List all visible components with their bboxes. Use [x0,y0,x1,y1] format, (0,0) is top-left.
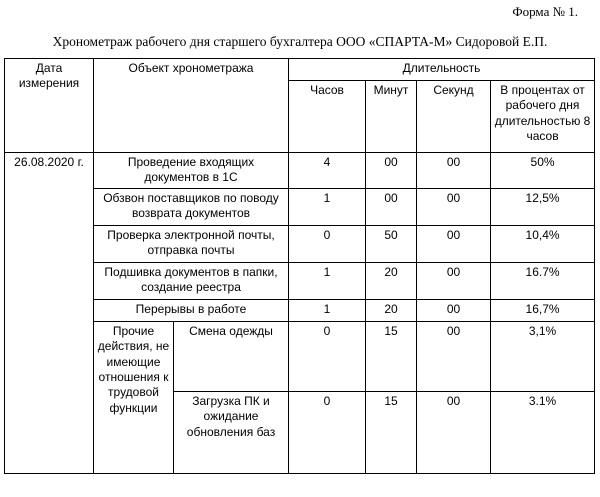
row-percent: 50% [491,153,595,189]
row-object: Перерывы в работе [94,300,289,322]
row-seconds: 00 [417,153,491,189]
row-seconds: 00 [417,226,491,263]
row-object: Подшивка документов в папки, создание реестра [94,263,289,300]
row-hours: 4 [289,153,366,189]
row-hours: 1 [289,300,366,322]
row-object: Проверка электронной почты, отправка почты [94,226,289,263]
table-row [5,189,595,226]
row-object: Загрузка ПК и ожидание обновления баз [174,392,289,474]
row-seconds: 00 [417,263,491,300]
document-title: Хронометраж рабочего дня старшего бухгалтера ООО «СПАРТА-М» Сидоровой Е.П. [52,34,548,49]
row-minutes: 15 [366,322,417,392]
row-minutes: 00 [366,189,417,226]
form-number: Форма № 1. [512,4,578,19]
table-row [5,300,595,322]
row-minutes: 50 [366,226,417,263]
row-minutes: 00 [366,153,417,189]
row-percent: 3,1% [491,322,595,392]
row-object: Смена одежды [174,322,289,392]
header-object: Объект хронометража [94,59,289,153]
row-percent: 12,5% [491,189,595,226]
header-hours: Часов [289,81,366,153]
row-hours: 0 [289,322,366,392]
header-duration: Длительность [289,59,595,81]
table-row [5,263,595,300]
row-percent: 16,7% [491,300,595,322]
row-hours: 1 [289,263,366,300]
row-percent: 10,4% [491,226,595,263]
row-percent: 3.1% [491,392,595,474]
header-minutes: Минут [366,81,417,153]
header-percent: В процентах от рабочего дня длительностью 8 часов [491,81,595,153]
date-cell: 26.08.2020 г. [5,153,94,474]
row-minutes: 15 [366,392,417,474]
table-row [5,153,595,189]
row-minutes: 20 [366,263,417,300]
table-row [5,322,595,392]
other-group-label: Прочие действия, не имеющие отношения к трудовой функции [94,322,174,474]
header-seconds: Секунд [417,81,491,153]
row-object: Проведение входящих документов в 1С [94,153,289,189]
row-minutes: 20 [366,300,417,322]
row-seconds: 00 [417,189,491,226]
row-hours: 0 [289,392,366,474]
row-seconds: 00 [417,392,491,474]
row-object: Обзвон поставщиков по поводу возврата документов [94,189,289,226]
header-date: Дата измерения [5,59,94,153]
row-percent: 16.7% [491,263,595,300]
row-seconds: 00 [417,322,491,392]
table-row [5,226,595,263]
timing-table [4,58,595,474]
row-hours: 1 [289,189,366,226]
row-seconds: 00 [417,300,491,322]
row-hours: 0 [289,226,366,263]
